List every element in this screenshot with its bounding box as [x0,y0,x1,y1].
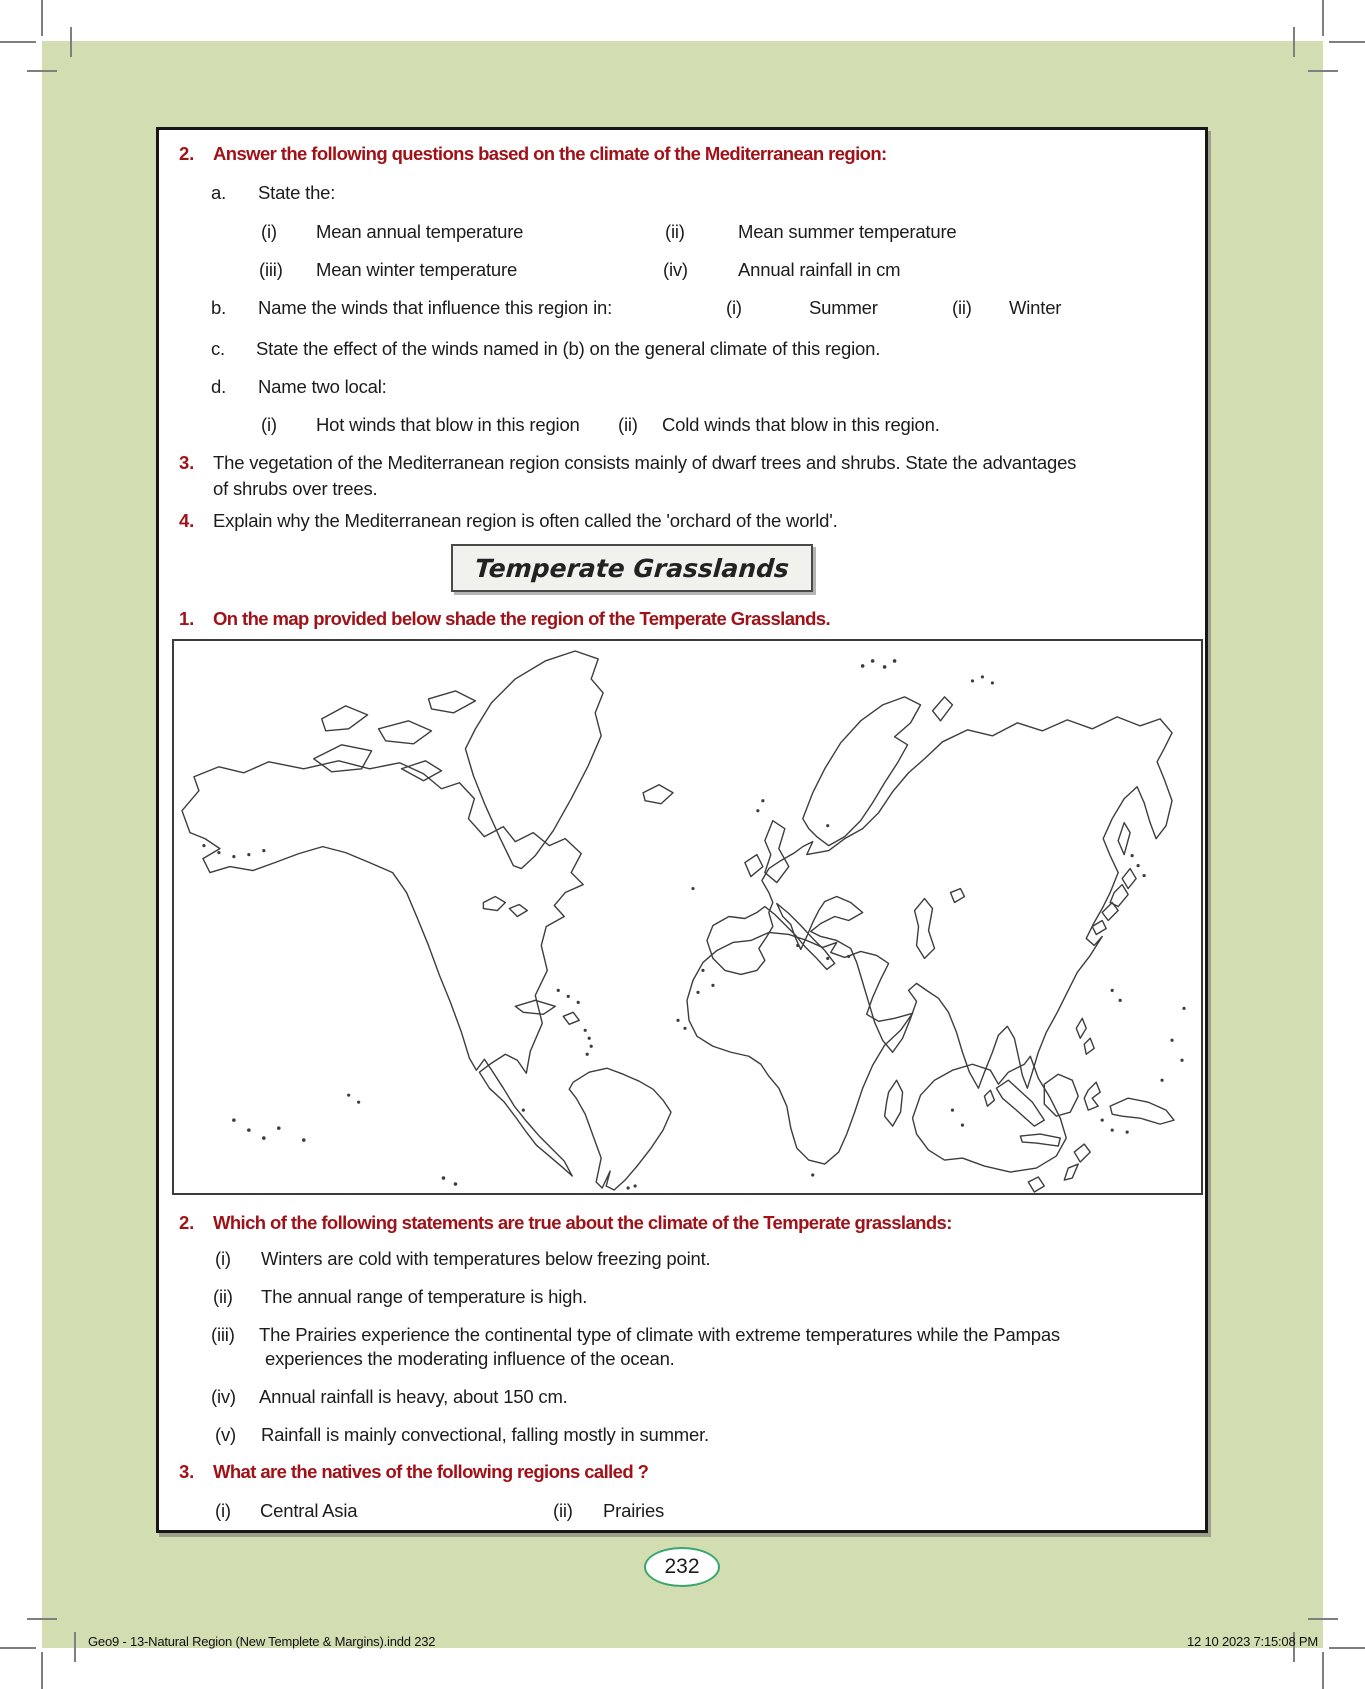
roman-numeral: (i) [215,1248,231,1269]
option-text: Hot winds that blow in this region [316,414,580,435]
statement-text: Winters are cold with temperatures below freezing point. [261,1248,711,1269]
crop-mark [0,1647,36,1649]
statement-text: The annual range of temperature is high. [261,1286,588,1307]
option-text: Summer [809,297,878,318]
sub-label: d. [211,376,227,397]
option-text: Winter [1009,297,1062,318]
crop-mark [1308,70,1338,72]
option-text: Cold winds that blow in this region. [662,414,940,435]
roman-numeral: (iv) [211,1386,236,1407]
world-map-outline [174,641,1201,1193]
crop-mark [41,0,43,36]
option-text: Mean annual temperature [316,221,524,242]
question-number: 2. [179,143,195,164]
question-number: 3. [179,1461,195,1482]
question-number: 1. [179,608,195,629]
page-number: 232 [664,1555,700,1578]
roman-numeral: (v) [215,1424,236,1445]
question-text: Explain why the Mediterranean region is often called the 'orchard of the world'. [213,510,838,531]
roman-numeral: (ii) [213,1286,233,1307]
crop-mark [27,70,57,72]
roman-numeral: (ii) [952,297,972,318]
question-heading-text: Answer the following questions based on the climate of the Mediterranean region: [213,143,887,164]
sub-label: c. [211,338,225,359]
roman-numeral: (ii) [618,414,638,435]
world-map-frame [172,639,1203,1195]
roman-numeral: (iii) [259,259,283,280]
page-number-badge [644,1547,720,1587]
region-text: Prairies [603,1500,665,1521]
question-text: The vegetation of the Mediterranean region consists mainly of dwarf trees and shrubs. State the advantages [213,452,1077,473]
sub-text: Name two local: [258,376,387,397]
roman-numeral: (i) [215,1500,231,1521]
crop-mark [41,1652,43,1689]
question-number: 3. [179,452,195,473]
crop-mark [1322,0,1324,36]
crop-mark [0,41,36,43]
roman-numeral: (iii) [211,1324,235,1345]
exercise-panel [156,127,1208,1533]
roman-numeral: (i) [726,297,742,318]
roman-numeral: (ii) [553,1500,573,1521]
section-title: Temperate Grasslands [473,553,791,583]
roman-numeral: (i) [261,221,277,242]
question-number: 2. [179,1212,195,1233]
sub-text: State the: [258,182,336,203]
crop-mark [1308,1618,1338,1620]
crop-mark [74,1632,76,1662]
region-text: Central Asia [260,1500,358,1521]
question-heading-text: Which of the following statements are true about the climate of the Temperate grasslands: [213,1212,952,1233]
section-title-box [451,544,813,592]
crop-mark [70,27,72,57]
roman-numeral: (ii) [665,221,685,242]
question-heading-text: On the map provided below shade the region of the Temperate Grasslands. [213,608,831,629]
statement-text: experiences the moderating influence of the ocean. [265,1348,675,1369]
crop-mark [1329,1647,1365,1649]
sub-label: b. [211,297,227,318]
statement-text: The Prairies experience the continental type of climate with extreme temperatures while the Pampas [259,1324,1060,1345]
crop-mark [1322,1652,1324,1689]
sub-label: a. [211,182,227,203]
question-number: 4. [179,510,195,531]
footer-filename: Geo9 - 13-Natural Region (New Templete & Margins).indd 232 [88,1634,436,1649]
option-text: Mean summer temperature [738,221,957,242]
sub-text: Name the winds that influence this region in: [258,297,613,318]
sub-text: State the effect of the winds named in (b) on the general climate of this region. [256,338,881,359]
statement-text: Rainfall is mainly convectional, falling mostly in summer. [261,1424,709,1445]
question-text: of shrubs over trees. [213,478,378,499]
option-text: Mean winter temperature [316,259,518,280]
crop-mark [1293,27,1295,57]
crop-mark [1329,41,1365,43]
roman-numeral: (iv) [663,259,688,280]
question-heading-text: What are the natives of the following regions called ? [213,1461,649,1482]
option-text: Annual rainfall in cm [738,259,901,280]
roman-numeral: (i) [261,414,277,435]
statement-text: Annual rainfall is heavy, about 150 cm. [259,1386,568,1407]
footer-timestamp: 12 10 2023 7:15:08 PM [1187,1634,1318,1649]
crop-mark [27,1618,57,1620]
